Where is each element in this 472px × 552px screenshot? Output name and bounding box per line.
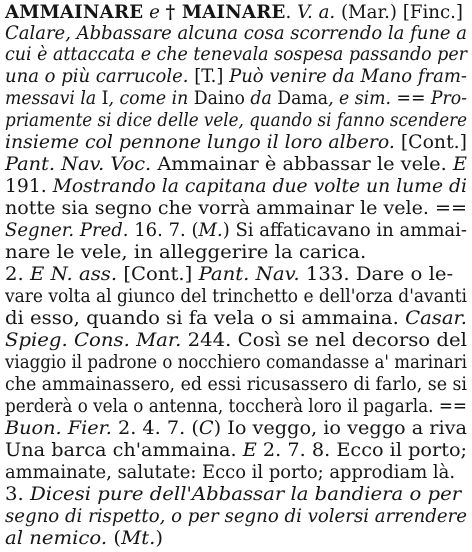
italic-text: al nemico. <box>5 528 108 549</box>
italic-text: Pant. Nav. <box>198 264 300 285</box>
entry-line <box>0 526 472 552</box>
italic-text: e <box>143 2 166 23</box>
roman-text: nare le vele, in alleggerire la carica. <box>5 242 367 263</box>
italic-text: C <box>198 418 214 439</box>
italic-text: M. <box>198 220 223 241</box>
italic-text: E <box>452 154 467 175</box>
italic-text: Pant. Nav. Voc. <box>5 154 152 175</box>
roman-text: 2. <box>5 264 30 285</box>
roman-text: [Cont.] <box>117 264 199 285</box>
roman-text: 244. Così se nel decorso del <box>181 330 467 351</box>
roman-text: Una barca ch'ammaina. <box>5 440 243 461</box>
roman-text: vare volta al giunco del trinchetto e dell'orza d'avanti <box>5 286 468 307</box>
italic-text: Segner. Pred. <box>5 220 129 241</box>
roman-text: [Cont.] <box>394 132 467 153</box>
entry-line-text <box>5 526 163 552</box>
headword: AMMAINARE <box>5 2 144 23</box>
roman-text: . <box>285 2 298 23</box>
italic-text: Casar. <box>405 308 467 329</box>
italic-text: una o più carrucole. <box>5 66 189 87</box>
italic-text: Spieg. Cons. Mar. <box>5 330 182 351</box>
roman-text: ) Io veggo, io veggo a riva <box>213 418 467 439</box>
roman-text: notte sia segno che vorrà ammainar le vele. == <box>5 198 468 219</box>
roman-text: di esso, quando si fa vela o si ammaina. <box>5 308 406 329</box>
italic-text: E N. ass. <box>29 264 118 285</box>
italic-text: priamente si dice delle vele, quando si fanno scendere <box>5 110 467 131</box>
italic-text: da <box>244 88 278 109</box>
roman-text: [T.] <box>188 66 230 87</box>
roman-text: ( <box>107 528 122 549</box>
roman-text: perderà o vela o antenna, toccherà loro il pagarla. == <box>5 396 467 417</box>
roman-text: viaggio il padrone o nocchiero comandasse a' marinari <box>5 352 468 373</box>
roman-text: 3. <box>5 484 30 505</box>
italic-text: cui è attaccata e che tenevala sospesa passando per <box>5 44 468 65</box>
italic-text: Mostrando la capitana due volte un lume di <box>52 176 468 197</box>
roman-text: ) Si affaticavano in ammai- <box>222 220 467 241</box>
italic-text: Buon. Fier. <box>5 418 112 439</box>
italic-text: E <box>242 440 257 461</box>
roman-text: 2. 4. 7. ( <box>111 418 199 439</box>
italic-text: Calare, Abbassare alcuna cosa scorrendo la fune a <box>5 23 468 44</box>
roman-text: Dama <box>277 88 329 109</box>
roman-text: 16. 7. ( <box>128 220 199 241</box>
roman-text: che ammainassero, ed essi ricusassero di farlo, se si <box>5 374 468 395</box>
italic-text: V. a. <box>297 2 336 23</box>
italic-text: insieme col pennone lungo il loro albero. <box>5 132 395 153</box>
roman-text: Daino <box>193 88 245 109</box>
roman-text: 191. <box>5 176 53 197</box>
italic-text: Mt. <box>121 528 156 549</box>
roman-text: Ammainar è abbassar le vele. <box>151 154 453 175</box>
italic-text: Può venire da Mano fram- <box>229 66 467 87</box>
headword: † MAINARE <box>165 2 286 23</box>
roman-text: ) <box>155 528 164 549</box>
italic-text: segno di rispetto, o per segno di volersi arrendere <box>5 506 467 527</box>
italic-text: , come in <box>108 88 194 109</box>
italic-text: Dicesi pure dell'Abbassar la bandiera o per <box>29 484 462 505</box>
roman-text: I <box>101 88 109 109</box>
italic-text: , e sim. == Pro- <box>328 88 468 109</box>
roman-text: (Mar.) [Finc.] <box>335 2 463 23</box>
italic-text: messavi la <box>5 88 102 109</box>
roman-text: 2. 7. 8. Ecco il porto; <box>256 440 468 461</box>
roman-text: ammainate, salutate: Ecco il porto; approdiam là. <box>5 462 456 483</box>
roman-text: 133. Dare o le- <box>299 264 454 285</box>
